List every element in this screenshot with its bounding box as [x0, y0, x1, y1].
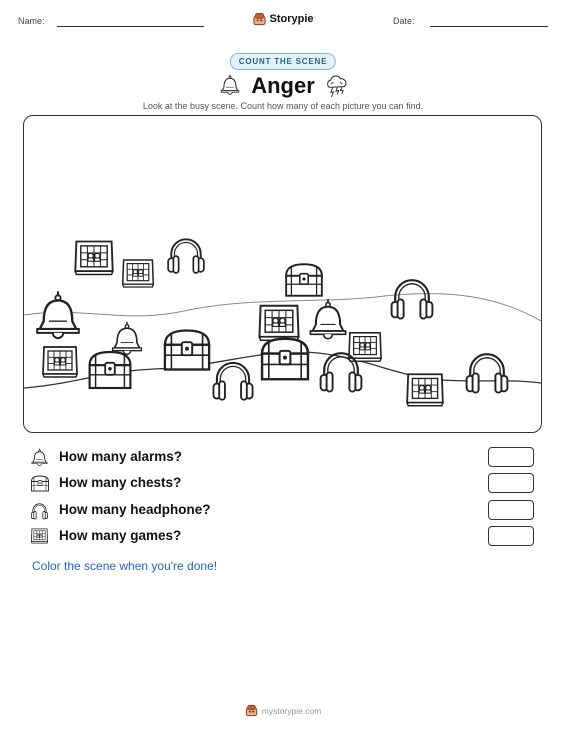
- game-board-icon: [75, 242, 112, 275]
- question-text: How many games?: [59, 528, 182, 543]
- treasure-chest-icon: [165, 331, 209, 370]
- question-headphones: [30, 500, 536, 522]
- headphones-icon: [392, 280, 433, 318]
- brand-logo: [252, 12, 313, 26]
- page-footer: [0, 704, 566, 717]
- alarm-bell-icon: [37, 291, 79, 338]
- footer-url[interactable]: mystorypie.com: [261, 705, 322, 716]
- alarm-bell-icon: [113, 322, 142, 354]
- question-games: [30, 526, 536, 548]
- storm-cloud-icon: [323, 73, 349, 99]
- answer-box-games[interactable]: [488, 526, 534, 546]
- date-label: Date:: [393, 16, 415, 26]
- color-instruction: Color the scene when you're done!: [32, 559, 218, 573]
- answer-box-headphones[interactable]: [488, 500, 534, 520]
- activity-badge: COUNT THE SCENE: [230, 53, 336, 70]
- question-text: How many headphone?: [59, 502, 211, 517]
- treasure-chest-icon: [30, 474, 50, 493]
- game-board-icon: [349, 333, 381, 361]
- question-chests: [30, 473, 536, 495]
- game-board-icon: [123, 260, 154, 287]
- headphones-icon: [213, 363, 252, 400]
- treasure-chest-icon: [90, 352, 131, 388]
- alarm-bell-icon: [219, 73, 241, 97]
- answer-box-alarms[interactable]: [488, 447, 534, 467]
- game-board-icon: [407, 374, 443, 406]
- date-field[interactable]: [430, 26, 548, 27]
- game-board-icon: [30, 527, 49, 545]
- busy-scene: [23, 115, 542, 433]
- headphones-icon: [467, 354, 508, 392]
- treasure-chest-icon: [286, 264, 322, 296]
- brand-name: Storypie: [269, 13, 314, 25]
- title-text: Anger: [251, 73, 315, 98]
- alarm-bell-icon: [310, 299, 345, 339]
- name-field[interactable]: [57, 26, 204, 27]
- game-board-icon: [43, 347, 77, 377]
- answer-box-chests[interactable]: [488, 473, 534, 493]
- storypie-logo-icon: [245, 704, 258, 717]
- headphones-icon: [30, 501, 49, 520]
- game-board-icon: [259, 306, 298, 341]
- treasure-chest-icon: [262, 339, 308, 380]
- page-header: [18, 12, 548, 32]
- storypie-logo-icon: [252, 12, 266, 26]
- question-alarms: [30, 447, 536, 469]
- headphones-icon: [168, 239, 204, 273]
- question-text: How many chests?: [59, 475, 182, 490]
- page-title: [0, 73, 566, 99]
- question-text: How many alarms?: [59, 449, 183, 464]
- alarm-bell-icon: [30, 448, 49, 467]
- name-label: Name:: [18, 16, 45, 26]
- instructions: Look at the busy scene. Count how many of each picture you can find.: [142, 101, 424, 111]
